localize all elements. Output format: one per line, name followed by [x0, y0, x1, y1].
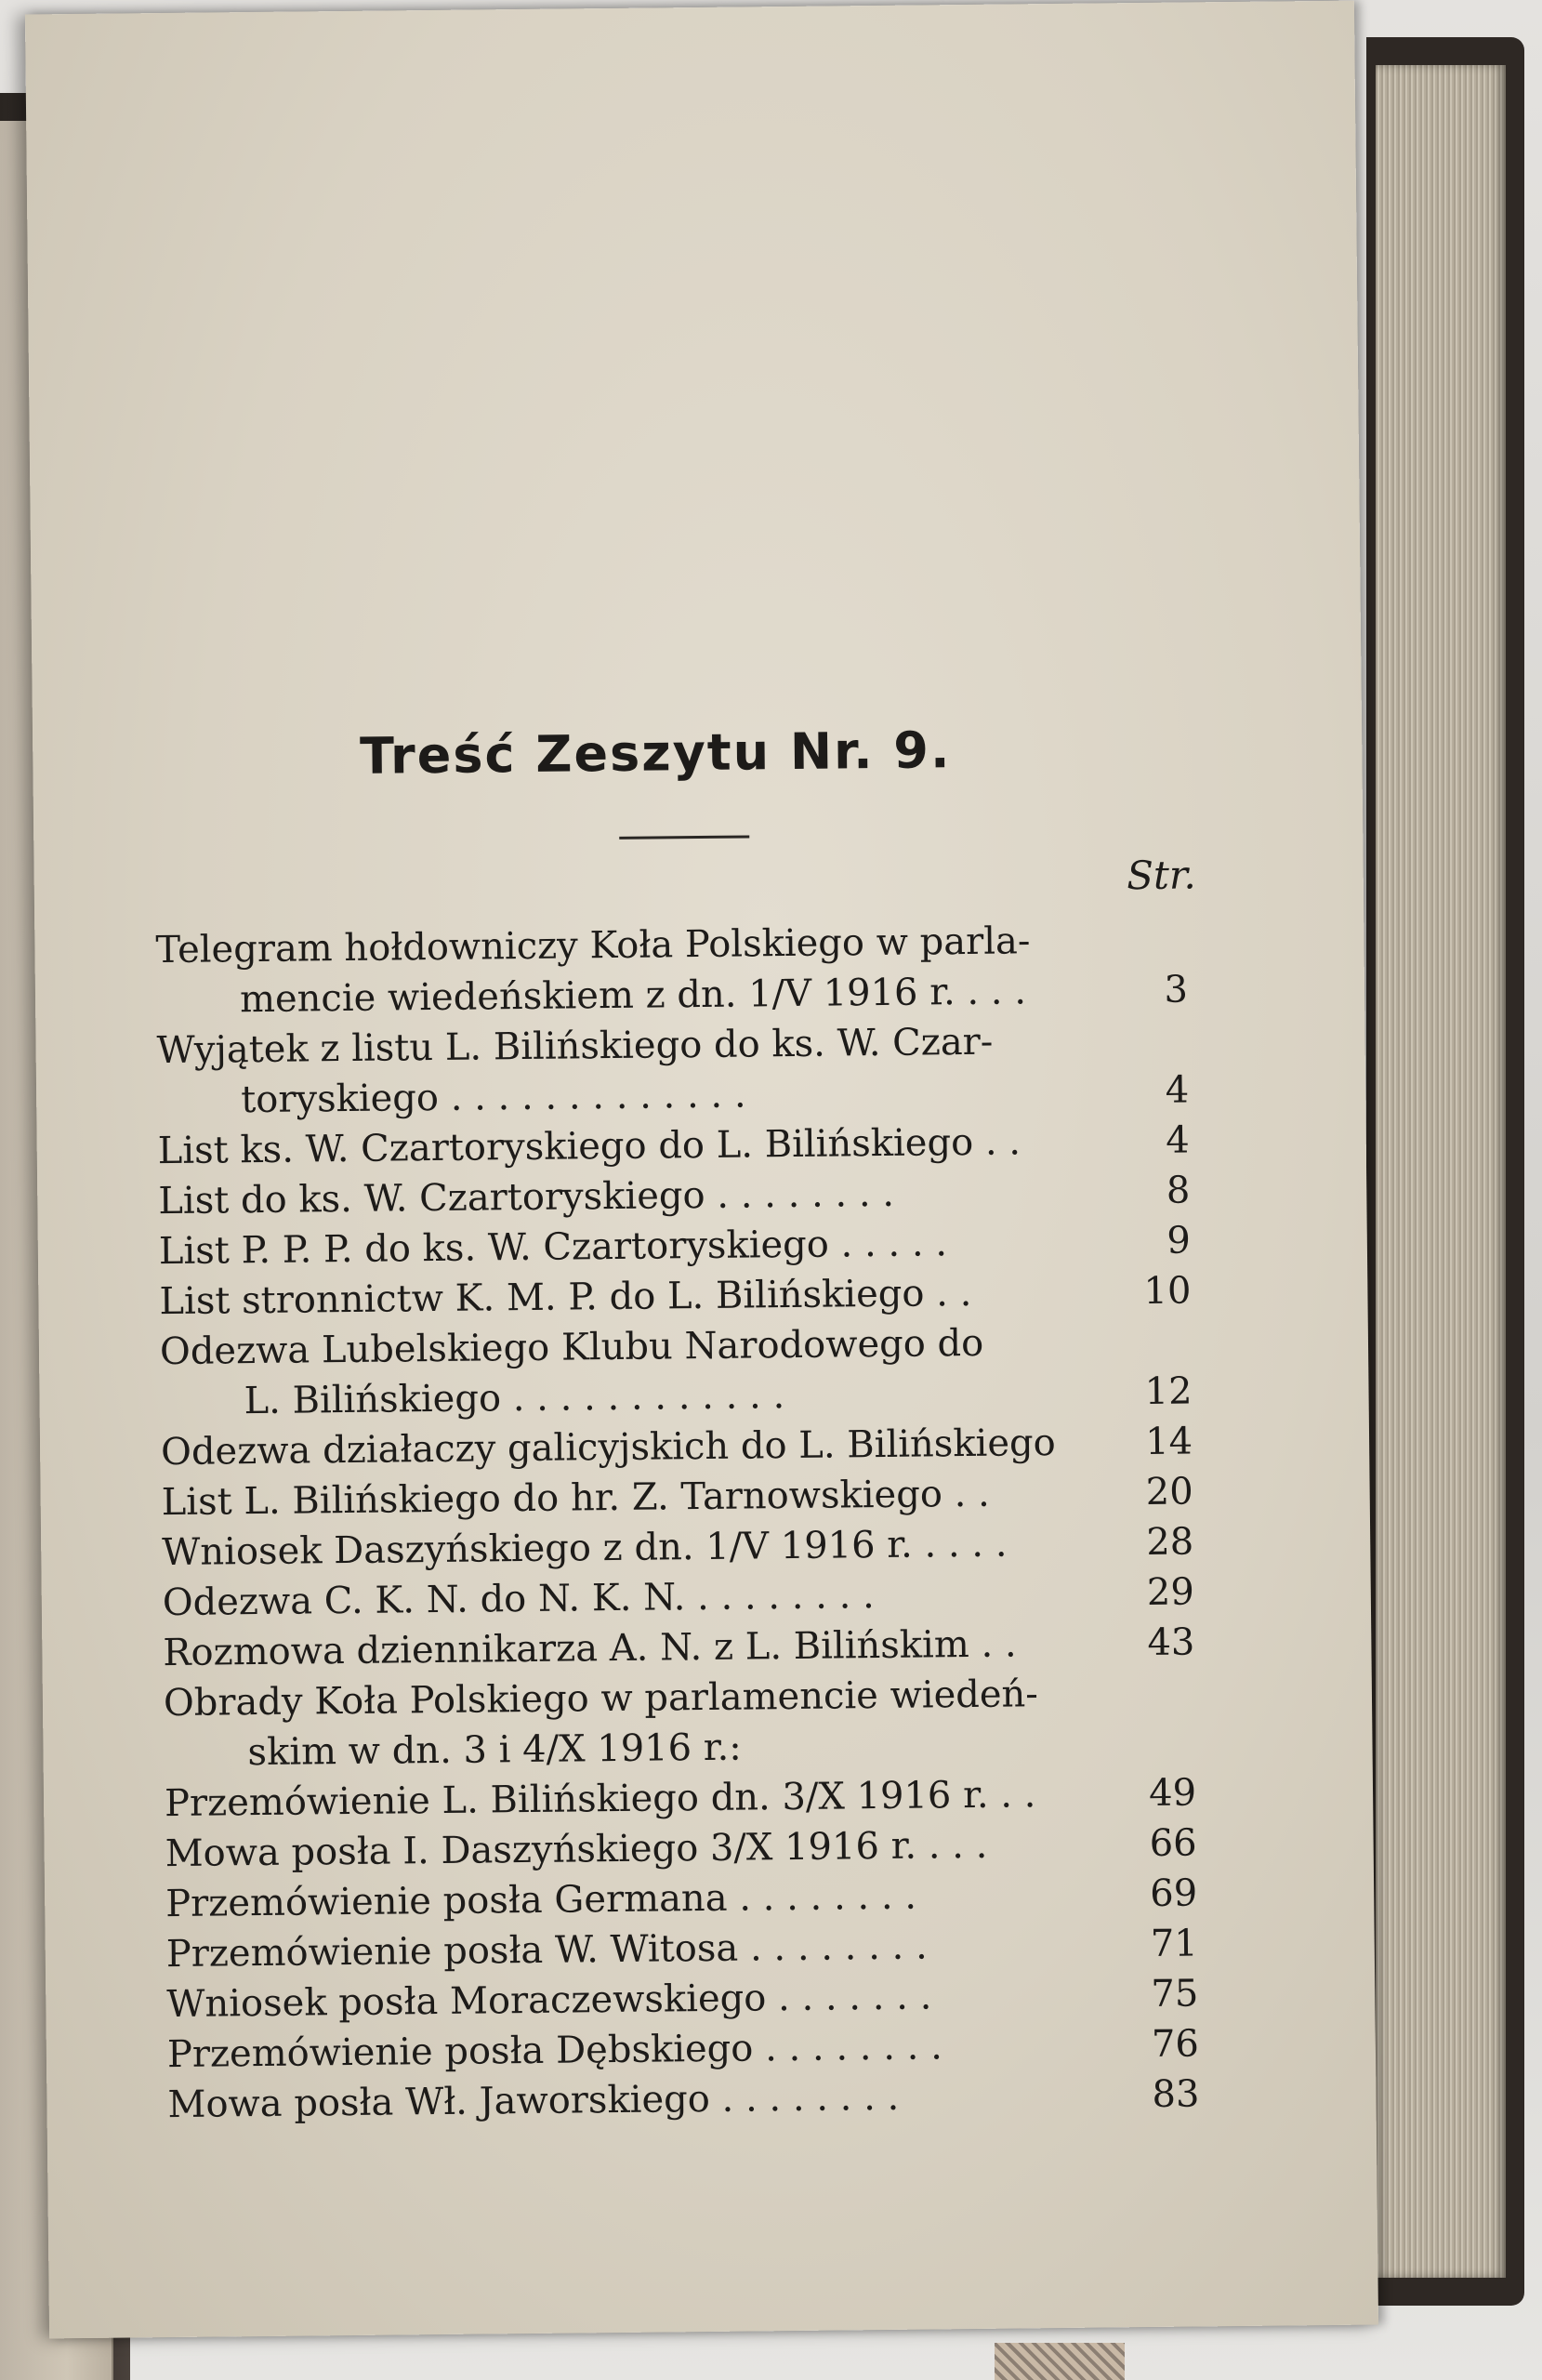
bookmark-ribbon — [995, 2343, 1125, 2380]
toc-section-heading — [164, 1667, 1206, 1778]
toc-entry-page: 49 — [1148, 1771, 1197, 1815]
toc-entry — [155, 914, 1197, 1025]
toc-entry-page: 83 — [1152, 2072, 1200, 2116]
table-of-contents — [153, 718, 1246, 2130]
toc-entry-text: Mowa posła Wł. Jaworskiego . . . . . . . . — [167, 2075, 900, 2127]
toc-entry-text — [155, 916, 1086, 1025]
toc-entry-page: 12 — [1144, 1369, 1193, 1414]
toc-entry-line2: toryskiego . . . . . . . . . . . . . — [240, 1073, 746, 1122]
toc-entry-text: Przemówienie posła W. Witosa . . . . . . . . — [165, 1924, 928, 1977]
toc-entry-page: 14 — [1144, 1420, 1193, 1464]
toc-entry-line1: Wyjątek z listu L. Bilińskiego do ks. W. Czar- — [156, 1020, 994, 1073]
toc-entry-line2: mencie wiedeńskiem z dn. 1/V 1916 r. . . . — [239, 970, 1027, 1022]
toc-entry-page: 9 — [1166, 1219, 1192, 1263]
toc-entry-text: List ks. W. Czartoryskiego do L. Bilińskiego . . — [157, 1120, 1021, 1173]
toc-entry-line2: skim w dn. 3 i 4/X 1916 r.: — [247, 1726, 742, 1775]
page-title: Treść Zeszytu Nr. 9. — [359, 721, 952, 786]
toc-entry-page: 71 — [1150, 1922, 1198, 1965]
toc-entry-page: 4 — [1165, 1068, 1190, 1112]
toc-entry-text: Rozmowa dziennikarza A. N. z L. Bilińskim . . — [163, 1622, 1017, 1675]
toc-entry-text — [160, 1317, 1090, 1427]
toc-entry-text — [156, 1016, 1087, 1126]
toc-entry-text: Odezwa działaczy galicyjskich do L. Bilińskiego — [160, 1421, 1056, 1474]
toc-entry-line1: Telegram hołdowniczy Koła Polskiego w parla- — [155, 919, 1031, 972]
toc-entry-text: Odezwa C. K. N. do N. K. N. . . . . . . . . — [162, 1574, 875, 1625]
toc-entry-text: Przemówienie L. Bilińskiego dn. 3/X 1916 r. . . — [164, 1773, 1036, 1826]
toc-entry-page: 66 — [1149, 1821, 1197, 1865]
toc-entry-line2: L. Bilińskiego . . . . . . . . . . . . — [244, 1374, 785, 1423]
toc-entry-text: Przemówienie posła Dębskiego . . . . . . . . — [166, 2025, 943, 2077]
toc-entry-text: Wniosek posła Moraczewskiego . . . . . . . — [166, 1975, 932, 2027]
toc-entry-page: 69 — [1150, 1871, 1198, 1915]
toc-entry-page: 29 — [1146, 1570, 1195, 1615]
toc-list — [155, 914, 1209, 2130]
toc-entry-page: 28 — [1146, 1520, 1194, 1565]
book-page — [25, 1, 1378, 2339]
toc-entry — [160, 1316, 1202, 1427]
title-rule — [619, 835, 749, 839]
toc-entry-page: 43 — [1147, 1620, 1195, 1665]
toc-entry-text: List L. Bilińskiego do hr. Z. Tarnowskiego . . — [161, 1472, 990, 1525]
toc-entry-line1: Odezwa Lubelskiego Klubu Narodowego do — [159, 1321, 984, 1374]
toc-entry-text: Mowa posła I. Daszyńskiego 3/X 1916 r. . . . — [165, 1823, 988, 1876]
toc-entry-page: 4 — [1166, 1118, 1190, 1162]
toc-entry-page: 3 — [1164, 968, 1189, 1012]
toc-entry-text: List stronnictw K. M. P. do L. Bilińskiego . . — [159, 1271, 972, 1324]
toc-entry — [167, 2069, 1209, 2130]
toc-entry-text: Wniosek Daszyńskiego z dn. 1/V 1916 r. . . . . — [162, 1522, 1008, 1575]
toc-entry-page: 20 — [1145, 1470, 1193, 1514]
toc-entry-page: 75 — [1151, 1972, 1199, 2016]
toc-entry-line1: Obrady Koła Polskiego w parlamencie wiedeń- — [163, 1673, 1039, 1726]
toc-entry-text: Przemówienie posła Germana . . . . . . . . — [165, 1874, 917, 1926]
toc-entry-page: 10 — [1143, 1269, 1192, 1314]
toc-entry — [156, 1014, 1198, 1126]
toc-entry-page: 8 — [1166, 1169, 1191, 1212]
toc-entry-text: List P. P. P. do ks. W. Czartoryskiego . . . . . — [158, 1222, 948, 1274]
page-column-label: Str. — [1126, 852, 1196, 899]
toc-entry-page: 76 — [1151, 2022, 1200, 2066]
toc-entry-text — [164, 1669, 1094, 1778]
toc-entry-text: List do ks. W. Czartoryskiego . . . . . . . . — [158, 1171, 895, 1223]
page-stack-edge — [1376, 65, 1506, 2278]
